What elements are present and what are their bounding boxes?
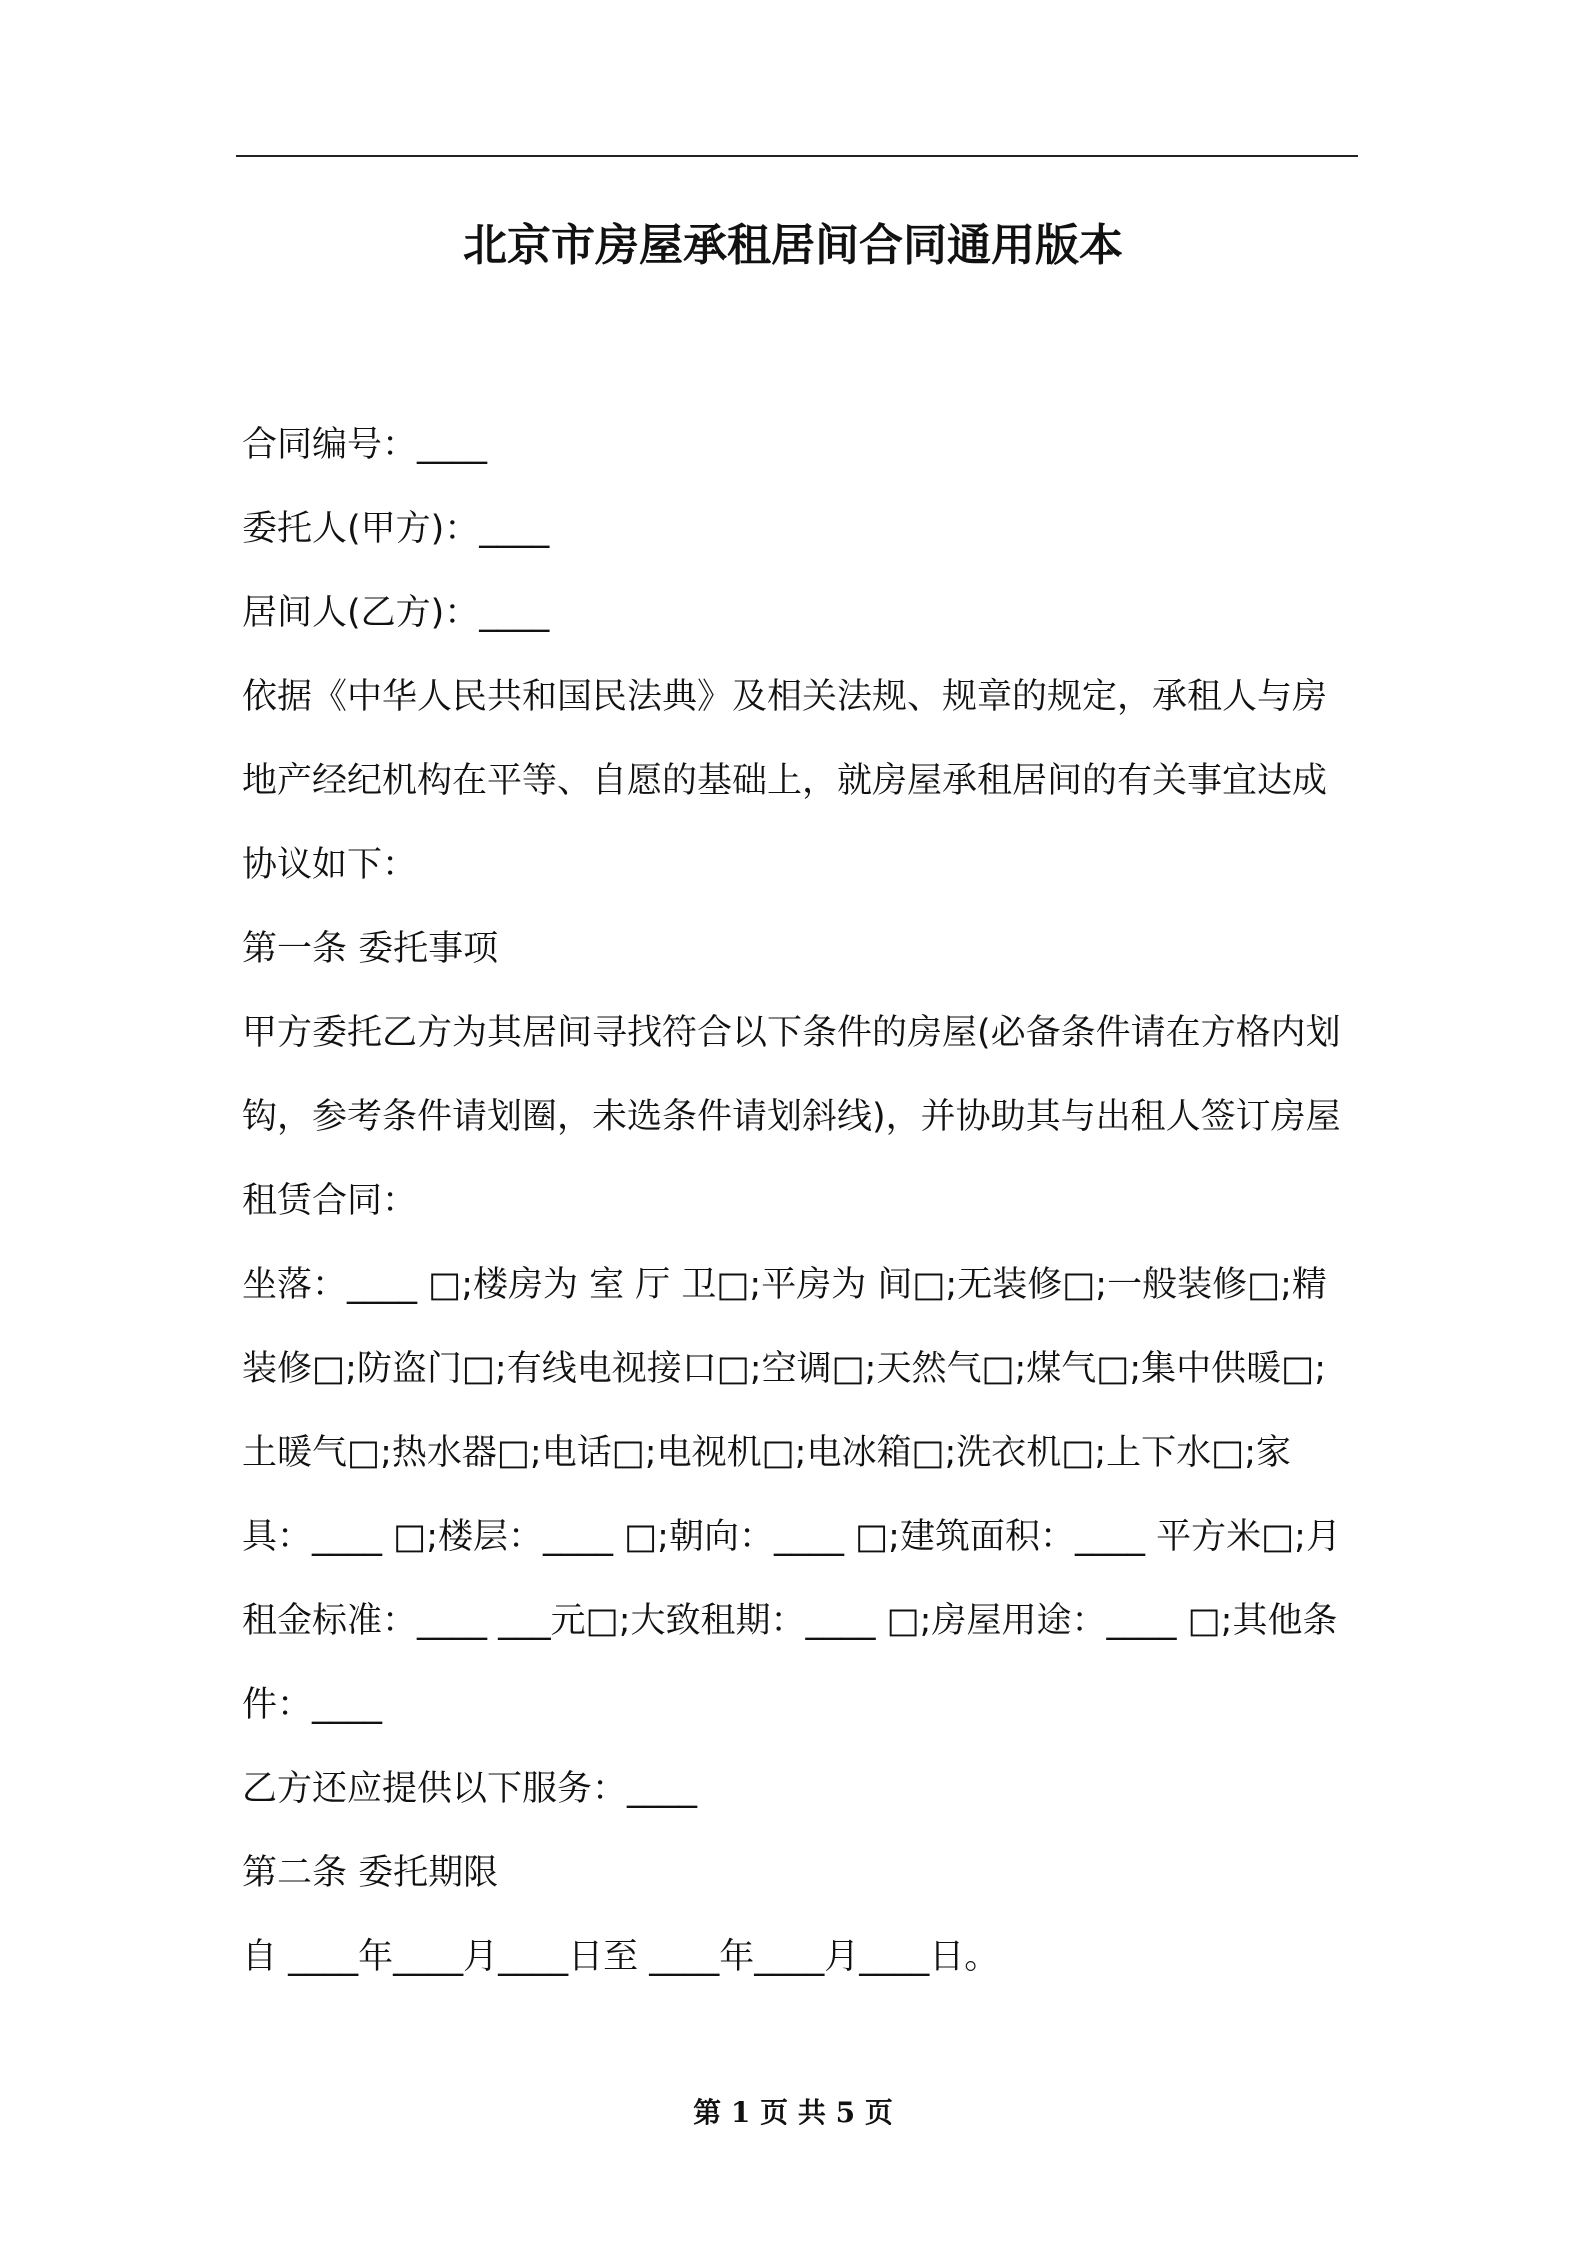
additional-services-line: 乙方还应提供以下服务：____ — [242, 1769, 698, 1809]
document-title: 北京市房屋承租居间合同通用版本 — [463, 220, 1123, 271]
property-conditions-paragraph: 坐落：____ □;楼房为 室 厅 卫□;平房为 间□;无装修□;一般装修□;精装修□;防盗门□;有线电视接口□;空调□;天然气□;煤气□;集中供暖□;土暖气□;热水器□;电话□;电视机□;电冰箱□;洗衣机□;上下水□;家具：____ □;楼层：____ □;朝向：____ □;建筑面积：____ 平方米□;月租金标准：____ ___元□;大致租期：____ □;房屋用途：____ □;其他条件：____ — [242, 1265, 1341, 1725]
contract-number-line: 合同编号：____ — [242, 425, 488, 465]
party-b-line: 居间人(乙方)：____ — [242, 593, 550, 633]
document-body — [242, 403, 1354, 1999]
article-1-paragraph: 甲方委托乙方为其居间寻找符合以下条件的房屋(必备条件请在方格内划钩，参考条件请划圈，未选条件请划斜线)，并协助其与出租人签订房屋租赁合同： — [242, 1013, 1341, 1221]
article-2-heading: 第二条 委托期限 — [242, 1853, 499, 1893]
party-a-line: 委托人(甲方)：____ — [242, 509, 550, 549]
header-rule — [236, 155, 1358, 157]
page-number-footer: 第 1 页 共 5 页 — [693, 2096, 893, 2129]
term-period-line: 自 ____年____月____日至 ____年____月____日。 — [242, 1937, 1000, 1977]
preamble-paragraph: 依据《中华人民共和国民法典》及相关法规、规章的规定，承租人与房地产经纪机构在平等、自愿的基础上，就房屋承租居间的有关事宜达成协议如下： — [242, 677, 1328, 885]
article-1-heading: 第一条 委托事项 — [242, 929, 499, 969]
